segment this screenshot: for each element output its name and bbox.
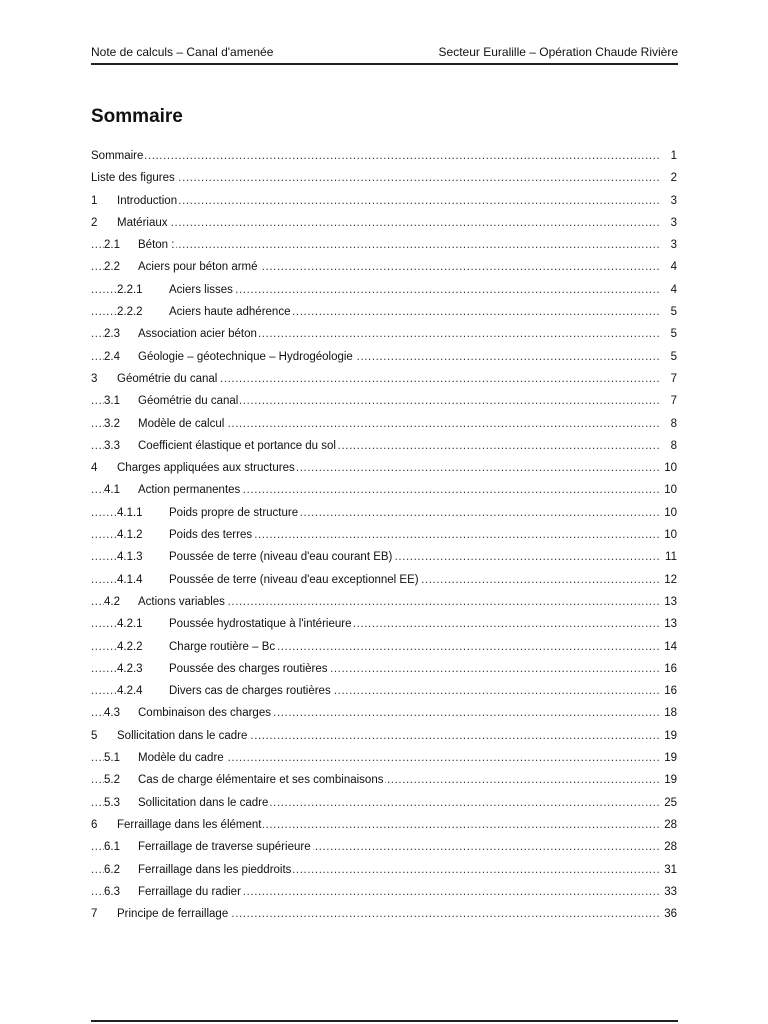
toc-section-number: 4.1.2	[117, 529, 143, 542]
toc-page-number: 10	[662, 524, 677, 546]
toc-section-title: Aciers lisses	[169, 283, 233, 296]
toc-section-title: Charges appliquées aux structures	[117, 462, 295, 475]
toc-section-number: 4.2.3	[117, 662, 143, 675]
toc-entry-text	[104, 413, 226, 435]
toc-section-title: Liste des figures	[91, 172, 175, 185]
toc-section-number: 2.2.1	[117, 283, 143, 296]
toc-section-title: Matériaux	[117, 216, 168, 229]
toc-section-title: Modèle du cadre	[138, 752, 224, 765]
toc-section-title: Sollicitation dans le cadre	[117, 729, 248, 742]
toc-section-number: 5.2	[104, 774, 120, 787]
toc-entry-text	[91, 167, 177, 189]
toc-section-number: 2.2.2	[117, 306, 143, 319]
toc-page-number: 7	[669, 368, 677, 390]
toc-entry-text	[104, 323, 259, 345]
toc-section-title: Poussée de terre (niveau d'eau courant EB)	[169, 551, 393, 564]
toc-entry[interactable]	[91, 680, 677, 702]
toc-section-title: Charge routière – Bc	[169, 640, 276, 653]
toc-entry-text	[117, 279, 235, 301]
toc-entry[interactable]	[91, 301, 677, 323]
toc-page-number: 8	[669, 413, 677, 435]
toc-entry[interactable]	[91, 769, 677, 791]
toc-section-title: Association acier béton	[138, 328, 257, 341]
toc-section-title: Ferraillage dans les élément	[117, 818, 262, 831]
toc-entry[interactable]	[91, 479, 677, 501]
toc-section-number: 2.4	[104, 350, 120, 363]
toc-page-number: 12	[662, 569, 677, 591]
toc-entry[interactable]	[91, 190, 677, 212]
toc-entry[interactable]	[91, 747, 677, 769]
toc-entry[interactable]	[91, 814, 677, 836]
toc-section-title: Géométrie du canal	[117, 372, 218, 385]
toc-section-title: Cas de charge élémentaire et ses combinaisons	[138, 774, 384, 787]
toc-entry[interactable]	[91, 323, 677, 345]
toc-entry-text	[117, 658, 330, 680]
toc-section-title: Poussée des charges routières	[169, 662, 328, 675]
toc-page-number: 31	[662, 859, 677, 881]
toc-entry-text	[104, 435, 338, 457]
toc-section-number: 1	[91, 194, 98, 207]
toc-page-number: 18	[662, 702, 677, 724]
toc-page-number: 5	[669, 346, 677, 368]
toc-section-number: 4	[91, 462, 98, 475]
toc-section-number: 4.2.4	[117, 685, 143, 698]
toc-page-number: 10	[662, 457, 677, 479]
toc-page-number: 28	[662, 814, 677, 836]
toc-page-number: 16	[662, 658, 677, 680]
page-title: Sommaire	[91, 106, 183, 127]
toc-section-number: 4.1.1	[117, 506, 143, 519]
toc-page-number: 3	[669, 190, 677, 212]
toc-section-title: Aciers pour béton armé	[138, 261, 258, 274]
toc-section-title: Ferraillage de traverse supérieure	[138, 841, 311, 854]
toc-entry[interactable]	[91, 145, 677, 167]
toc-section-title: Géométrie du canal	[138, 395, 239, 408]
toc-entry[interactable]	[91, 390, 677, 412]
toc-entry-text	[91, 212, 170, 234]
toc-page-number: 10	[662, 479, 677, 501]
toc-section-title: Sommaire	[91, 150, 144, 162]
toc-section-title: Coefficient élastique et portance du sol	[138, 439, 336, 452]
toc-entry-text	[104, 859, 293, 881]
toc-page-number: 8	[669, 435, 677, 457]
toc-entry-text	[91, 190, 179, 212]
toc-entry[interactable]	[91, 502, 677, 524]
toc-dot-leader	[91, 145, 659, 167]
header-document-title: Note de calculs – Canal d'amenée	[91, 45, 274, 59]
toc-entry[interactable]	[91, 368, 677, 390]
toc-section-title: Actions variables	[138, 595, 225, 608]
toc-entry-text	[117, 680, 333, 702]
footer-divider	[91, 1020, 678, 1022]
toc-page-number: 5	[669, 323, 677, 345]
toc-section-number: 5.3	[104, 796, 120, 809]
toc-entry[interactable]	[91, 702, 677, 724]
toc-entry[interactable]	[91, 636, 677, 658]
toc-section-title: Ferraillage dans les pieddroits	[138, 863, 292, 876]
toc-section-number: 4.1	[104, 484, 120, 497]
toc-entry[interactable]	[91, 591, 677, 613]
toc-page-number: 13	[662, 613, 677, 635]
toc-section-title: Poussée hydrostatique à l'intérieure	[169, 618, 352, 631]
toc-page-number: 19	[662, 725, 677, 747]
toc-page-number: 16	[662, 680, 677, 702]
toc-section-number: 2	[91, 216, 98, 229]
toc-section-title: Poids propre de structure	[169, 506, 299, 519]
toc-entry[interactable]	[91, 836, 677, 858]
toc-section-number: 4.2.2	[117, 640, 143, 653]
toc-entry[interactable]	[91, 212, 677, 234]
toc-section-number: 3.3	[104, 439, 120, 452]
toc-section-number: 5.1	[104, 752, 120, 765]
toc-page-number: 4	[669, 279, 677, 301]
toc-section-title: Sollicitation dans le cadre	[138, 796, 269, 809]
header-project-name: Secteur Euralille – Opération Chaude Rivière	[438, 45, 678, 59]
toc-entry[interactable]	[91, 546, 677, 568]
toc-entry-text	[117, 569, 421, 591]
toc-section-title: Béton :	[138, 239, 175, 252]
toc-entry[interactable]	[91, 792, 677, 814]
toc-entry-text	[91, 145, 145, 167]
toc-section-number: 6.2	[104, 863, 120, 876]
toc-page-number: 10	[662, 502, 677, 524]
toc-entry[interactable]	[91, 903, 677, 925]
toc-page-number: 13	[662, 591, 677, 613]
toc-page-number: 4	[669, 256, 677, 278]
toc-section-number: 3.1	[104, 395, 120, 408]
toc-entry-text	[117, 502, 300, 524]
toc-page-number: 14	[662, 636, 677, 658]
toc-entry[interactable]	[91, 346, 677, 368]
toc-section-number: 2.2	[104, 261, 120, 274]
toc-entry-text	[91, 814, 263, 836]
toc-entry-text	[104, 479, 242, 501]
toc-page-number: 33	[662, 881, 677, 903]
toc-entry[interactable]	[91, 881, 677, 903]
toc-section-number: 7	[91, 908, 98, 921]
toc-section-title: Modèle de calcul	[138, 417, 225, 430]
toc-section-title: Action permanentes	[138, 484, 241, 497]
toc-section-number: 3	[91, 372, 98, 385]
toc-entry-text	[117, 524, 254, 546]
toc-entry[interactable]	[91, 569, 677, 591]
toc-section-number: 4.2	[104, 595, 120, 608]
toc-entry[interactable]	[91, 524, 677, 546]
toc-entry-text	[117, 613, 353, 635]
toc-page-number: 7	[669, 390, 677, 412]
toc-entry[interactable]	[91, 859, 677, 881]
toc-section-number: 2.1	[104, 239, 120, 252]
toc-page-number: 5	[669, 301, 677, 323]
toc-entry[interactable]	[91, 256, 677, 278]
toc-entry-text	[104, 390, 240, 412]
toc-entry-text	[104, 702, 273, 724]
toc-entry-text	[117, 546, 394, 568]
toc-section-number: 4.1.3	[117, 551, 143, 564]
toc-page-number: 25	[662, 792, 677, 814]
toc-entry[interactable]	[91, 457, 677, 479]
toc-section-title: Principe de ferraillage	[117, 908, 229, 921]
toc-entry-text	[104, 792, 270, 814]
toc-entry[interactable]	[91, 658, 677, 680]
toc-section-title: Poussée de terre (niveau d'eau exceptionnel EE)	[169, 573, 419, 586]
toc-entry[interactable]	[91, 725, 677, 747]
toc-page-number: 36	[662, 903, 677, 925]
toc-section-number: 5	[91, 729, 98, 742]
toc-entry-text	[104, 836, 313, 858]
toc-section-number: 4.1.4	[117, 573, 143, 586]
toc-dot-leader	[91, 212, 659, 234]
page-header	[91, 43, 678, 65]
toc-section-number: 6.1	[104, 841, 120, 854]
toc-page-number: 3	[669, 234, 677, 256]
toc-page-number: 19	[662, 747, 677, 769]
toc-section-number: 3.2	[104, 417, 120, 430]
toc-entry-text	[104, 234, 176, 256]
toc-entry-text	[117, 301, 292, 323]
toc-section-number: 2.3	[104, 328, 120, 341]
toc-page-number: 1	[669, 145, 677, 167]
toc-entry[interactable]	[91, 279, 677, 301]
toc-entry-text	[104, 256, 260, 278]
toc-entry-text	[91, 725, 249, 747]
toc-entry-text	[104, 591, 227, 613]
toc-section-number: 4.2.1	[117, 618, 143, 631]
toc-section-title: Aciers haute adhérence	[169, 306, 291, 319]
toc-entry[interactable]	[91, 413, 677, 435]
toc-page-number: 28	[662, 836, 677, 858]
toc-section-title: Introduction	[117, 194, 178, 207]
toc-section-number: 6.3	[104, 885, 120, 898]
toc-section-title: Géologie – géotechnique – Hydrogéologie	[138, 350, 353, 363]
toc-section-title: Poids des terres	[169, 529, 253, 542]
toc-page-number: 2	[669, 167, 677, 189]
toc-entry-text	[104, 346, 355, 368]
toc-entry-text	[91, 368, 219, 390]
toc-entry[interactable]	[91, 435, 677, 457]
toc-section-title: Ferraillage du radier	[138, 885, 241, 898]
toc-section-number: 4.3	[104, 707, 120, 720]
table-of-contents	[91, 145, 677, 925]
toc-page-number: 11	[663, 546, 677, 568]
toc-entry[interactable]	[91, 234, 677, 256]
toc-entry-text	[91, 457, 297, 479]
toc-entry-text	[104, 769, 385, 791]
toc-entry-text	[104, 747, 226, 769]
toc-section-number: 6	[91, 818, 98, 831]
toc-entry[interactable]	[91, 167, 677, 189]
toc-entry-text	[104, 881, 243, 903]
toc-page-number: 3	[669, 212, 677, 234]
toc-page-number: 19	[662, 769, 677, 791]
toc-entry[interactable]	[91, 613, 677, 635]
toc-entry-text	[91, 903, 230, 925]
toc-section-title: Divers cas de charges routières	[169, 685, 331, 698]
toc-section-title: Combinaison des charges	[138, 707, 271, 720]
toc-entry-text	[117, 636, 277, 658]
